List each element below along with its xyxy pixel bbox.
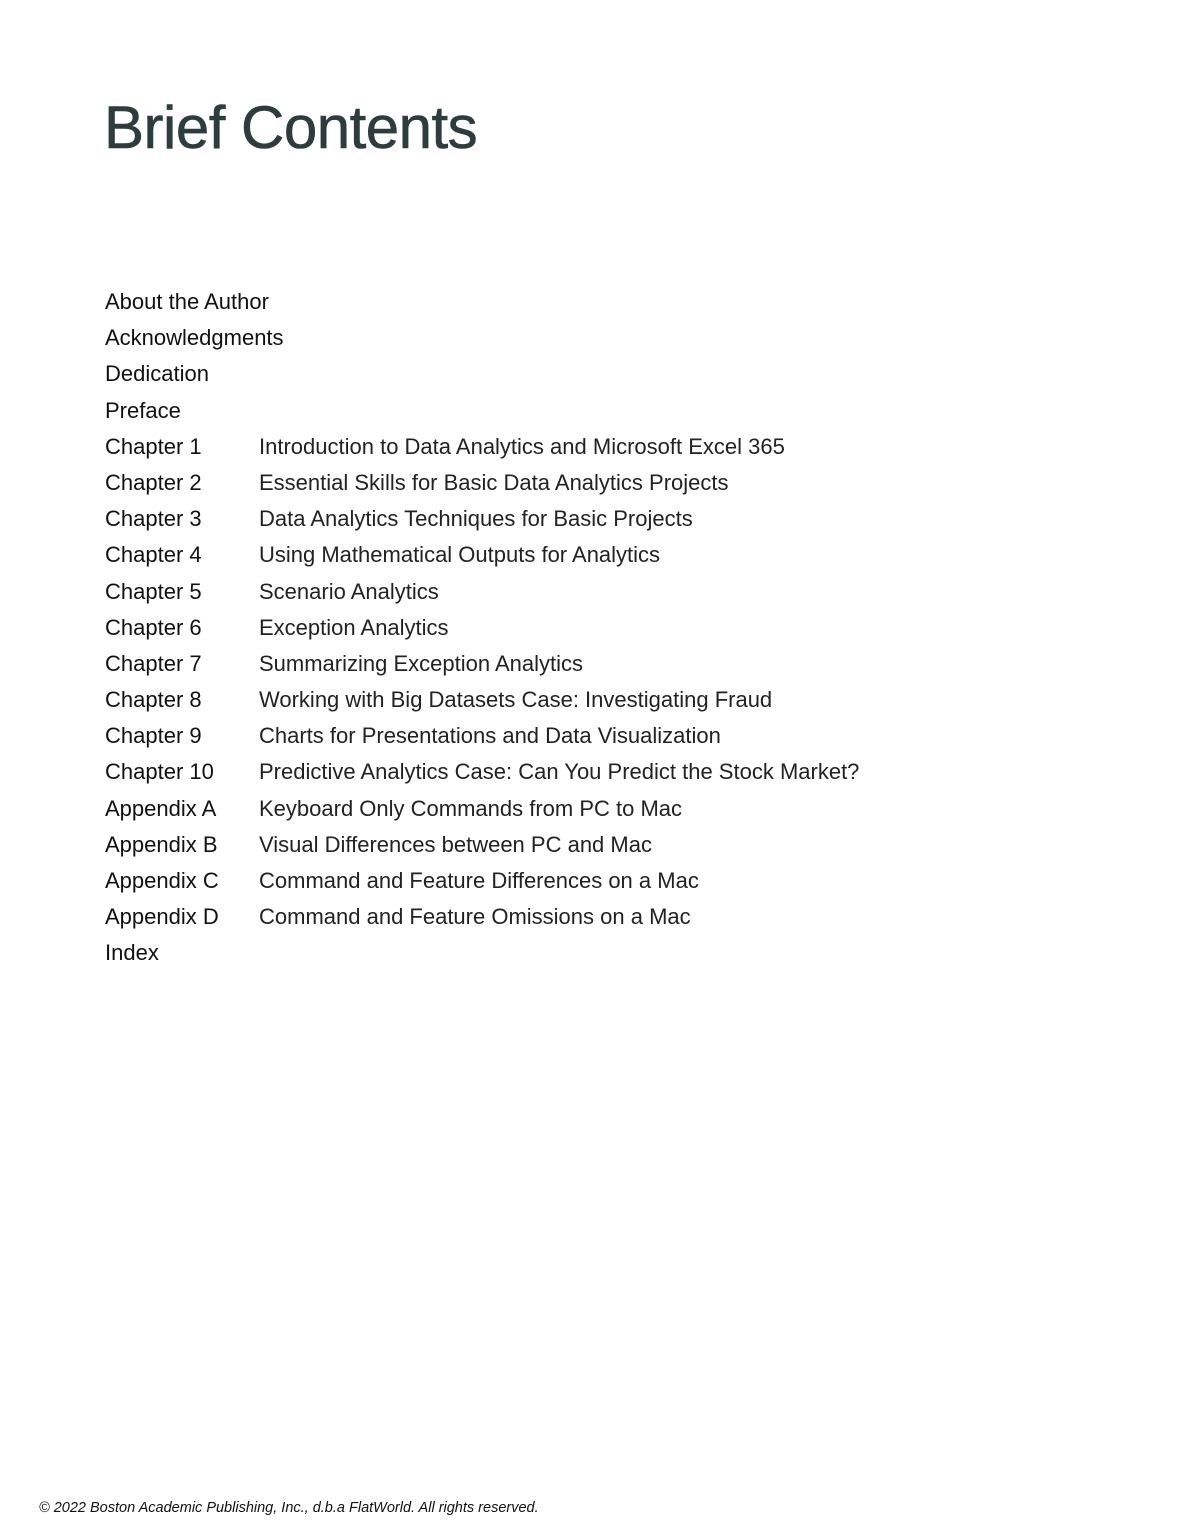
toc-entry-acknowledgments[interactable] — [105, 320, 859, 356]
toc-entry-label: Appendix B — [105, 831, 218, 857]
toc-entry-title: Using Mathematical Outputs for Analytics — [259, 542, 661, 568]
toc-entry-title: Introduction to Data Analytics and Microsoft Excel 365 — [259, 433, 785, 459]
toc-entry-title: Summarizing Exception Analytics — [259, 650, 584, 676]
page-title: Brief Contents — [104, 94, 478, 161]
toc-entry-chapter-6[interactable] — [105, 610, 859, 646]
toc-entry-title: Visual Differences between PC and Mac — [259, 831, 652, 857]
toc-entry-appendix-a[interactable] — [105, 791, 859, 827]
toc-entry-index[interactable] — [105, 935, 859, 971]
toc-entry-appendix-c[interactable] — [105, 863, 859, 899]
toc-entry-title: Exception Analytics — [259, 614, 449, 640]
toc-entry-label: Chapter 1 — [105, 433, 202, 459]
toc-entry-chapter-1[interactable] — [105, 429, 859, 465]
toc-entry-title: Predictive Analytics Case: Can You Predict the Stock Market? — [259, 759, 860, 785]
toc-entry-title: Keyboard Only Commands from PC to Mac — [259, 795, 683, 821]
toc-entry-title: Command and Feature Differences on a Mac — [259, 868, 699, 893]
toc-entry-label: Appendix D — [105, 904, 219, 930]
toc-entry-label: Chapter 6 — [105, 614, 202, 640]
toc-entry-chapter-3[interactable] — [105, 501, 859, 537]
toc-entry-appendix-b[interactable] — [105, 827, 859, 863]
toc-entry-chapter-7[interactable] — [105, 646, 859, 682]
toc-entry-label: Chapter 10 — [105, 759, 214, 785]
toc-entry-appendix-d[interactable] — [105, 899, 859, 935]
toc-entry-label: Acknowledgments — [105, 325, 284, 351]
toc-entry-label: Chapter 9 — [105, 723, 202, 749]
toc-entry-dedication[interactable] — [105, 356, 859, 392]
toc-entry-label: About the Author — [105, 289, 269, 314]
toc-entry-label: Chapter 2 — [105, 469, 202, 495]
toc-entry-label: Preface — [105, 397, 181, 423]
toc-entry-label: Chapter 3 — [105, 506, 202, 532]
toc-entry-label: Index — [105, 940, 159, 966]
toc-entry-title: Working with Big Datasets Case: Investigating Fraud — [259, 687, 773, 713]
toc-entry-label: Chapter 8 — [105, 687, 202, 713]
copyright-notice: © 2022 Boston Academic Publishing, Inc., d.b.a FlatWorld. All rights reserved. — [39, 1500, 539, 1516]
toc-entry-title: Scenario Analytics — [259, 578, 439, 604]
toc-entry-chapter-5[interactable] — [105, 574, 859, 610]
toc-entry-label: Chapter 4 — [105, 542, 202, 568]
toc-entry-label: Chapter 5 — [105, 578, 202, 604]
toc-entry-chapter-10[interactable] — [105, 754, 859, 790]
table-of-contents — [105, 284, 859, 972]
toc-entry-label: Dedication — [105, 361, 209, 387]
toc-entry-label: Chapter 7 — [105, 650, 202, 676]
toc-entry-about-the-author[interactable] — [105, 284, 859, 320]
toc-entry-label: Appendix A — [105, 795, 217, 821]
toc-entry-title: Charts for Presentations and Data Visualization — [259, 723, 721, 749]
toc-entry-chapter-4[interactable] — [105, 537, 859, 573]
toc-entry-chapter-9[interactable] — [105, 718, 859, 754]
toc-entry-title: Essential Skills for Basic Data Analytics Projects — [259, 469, 729, 495]
toc-entry-preface[interactable] — [105, 393, 859, 429]
toc-entry-chapter-8[interactable] — [105, 682, 859, 718]
toc-entry-title: Command and Feature Omissions on a Mac — [259, 904, 691, 930]
toc-entry-title: Data Analytics Techniques for Basic Projects — [259, 506, 693, 532]
toc-entry-chapter-2[interactable] — [105, 465, 859, 501]
toc-entry-label: Appendix C — [105, 868, 219, 893]
